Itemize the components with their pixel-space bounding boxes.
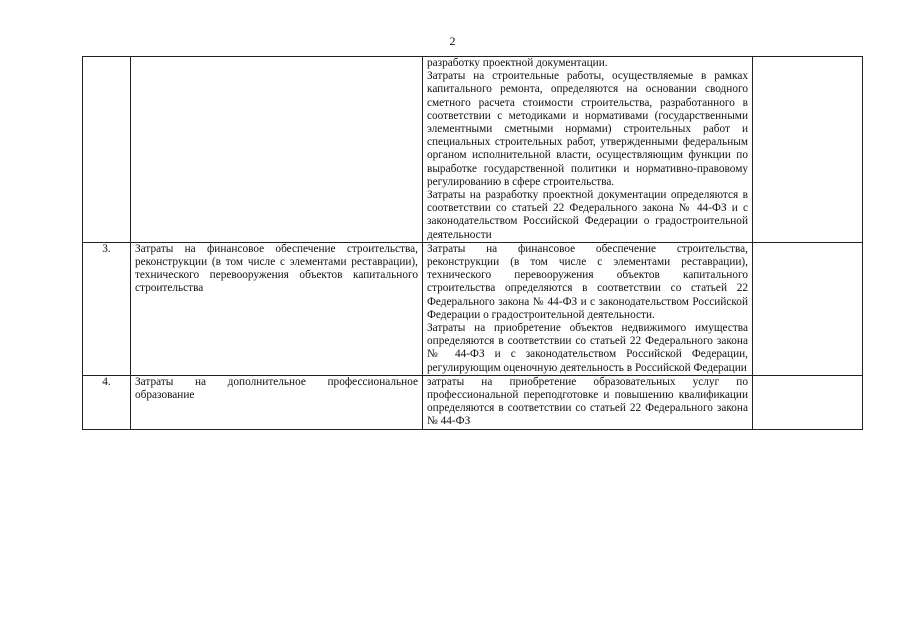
extra-cell: [753, 57, 863, 243]
method-paragraph: Затраты на строительные работы, осуществляемые в рамках капитального ремонта, определяются на основании сводного сметного расчета стоимости строительства, разработанного в соответствии с методиками и нормативами (государственными элементными сметными нормами) строительных работ и специальных строительных работ, утвержденными федеральным органом исполнительной власти, осуществляющим функции по выработке государственной политики и нормативно-правовому регулированию в сфере строительства.: [427, 70, 748, 188]
row-number: 4.: [83, 375, 131, 429]
extra-cell: [753, 375, 863, 429]
cost-method: [423, 242, 753, 375]
extra-cell: [753, 242, 863, 375]
cost-name: [131, 57, 423, 243]
cost-name: Затраты на дополнительное профессиональное образование: [131, 375, 423, 429]
cost-name: Затраты на финансовое обеспечение строительства, реконструкции (в том числе с элементами реставрации), технического перевооружения объектов капитального строительства: [131, 242, 423, 375]
method-paragraph: разработку проектной документации.: [427, 57, 608, 69]
table-row: [83, 375, 863, 429]
method-paragraph: Затраты на приобретение объектов недвижимого имущества определяются в соответствии со статьей 22 Федерального закона № 44-ФЗ и с законодательством Российской Федерации, регулирующим оценочную деятельность в Российской Федерации: [427, 322, 748, 374]
table-row: [83, 57, 863, 243]
cost-method: [423, 375, 753, 429]
page-number: 2: [449, 34, 456, 48]
method-paragraph: Затраты на разработку проектной документации определяются в соответствии со статьей 22 Федерального закона № 44-ФЗ и с законодательством Российской Федерации о градостроительной деятельности: [427, 189, 748, 241]
method-paragraph: Затраты на финансовое обеспечение строительства, реконструкции (в том числе с элементами реставрации), технического перевооружения объектов капитального строительства определяются в соответствии со статьей 22 Федерального закона № 44-ФЗ и с законодательством Российской Федерации о градостроительной деятельности.: [427, 242, 748, 321]
costs-table: [82, 56, 863, 430]
method-paragraph: затраты на приобретение образовательных услуг по профессиональной переподготовке и повышению квалификации определяются в соответствии со статьей 22 Федерального закона № 44-ФЗ: [427, 375, 748, 428]
row-number: [83, 57, 131, 243]
row-number: 3.: [83, 242, 131, 375]
cost-method: [423, 57, 753, 243]
table-row: [83, 242, 863, 375]
